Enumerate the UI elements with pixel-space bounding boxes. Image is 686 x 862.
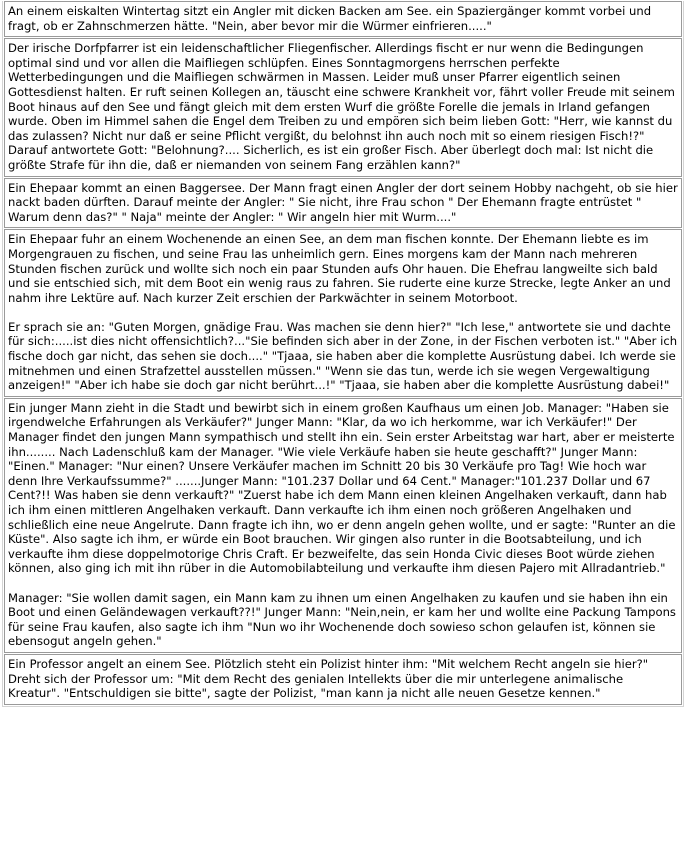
joke-text: Ein junger Mann zieht in die Stadt und bewirbt sich in einem großen Kaufhaus um einen Job. Manager: "Haben sie irgendwelche Erfahrungen als Verkäufer?" Junger Mann: "Klar, da wo ich herkomme, war ich Verkäufer!" Der Manager findet den jungen Mann sympathisch und stellt ihn ein. Sein erster Arbeitstag war hart, aber er meisterte ihn........ Nach Ladenschluß kam der Manager. "Wie viele Verkäufe haben sie heute geschafft?" Junger Mann: "Einen." Manager: "Nur einen? Unsere Verkäufer machen im Schnitt 20 bis 30 Verkäufe pro Tag! Wie hoch war denn Ihre Verkaufssumme?" .......Junger Mann: "101.237 Dollar und 64 Cent." Manager:"101.237 Dollar und 67 Cent?!! Was haben sie denn verkauft?" "Zuerst habe ich dem Mann einen kleinen Angelhaken verkauft, dann hab ich ihm einen mittleren Angelhaken verkauft. Dann verkaufte ich ihm einen noch größeren Angelhaken und schließlich eine neue Angelrute. Dann fragte ich ihn, wo er denn angeln gehen wollte, und er sagte: "Runter an die Küste". Also sagte ich ihm, er würde ein Boot brauchen. Wir gingen also runter in die Bootsabteilung, und ich verkaufte ihm diese doppelmotorige Chris Craft. Er bezweifelte, das sein Honda Civic dieses Boot würde ziehen können, also ging ich mit ihn rüber in die Automobilabteilung und verkaufte ihm diesen Pajero mit Allradantrieb." — [8, 400, 676, 576]
joke-cell-frozen-worms — [4, 1, 682, 37]
page — [0, 1, 686, 707]
joke-cell-professor — [4, 654, 682, 705]
joke-text: Er sprach sie an: "Guten Morgen, gnädige Frau. Was machen sie denn hier?" "Ich lese," antwortete sie und dachte für sich:.....ist dies nicht offensichtlich?..."Sie befinden sich aber in der Zone, in der Fischen verboten ist." "Aber ich fische doch gar nicht, das sehen sie doch...." "Tjaaa, sie haben aber die komplette Ausrüstung dabei. Ich werde sie mitnehmen und einen Strafzettel ausstellen müssen." "Wenn sie das tun, werde ich sie wegen Vergewaltigung anzeigen!" "Aber ich habe sie doch gar nicht berührt...!" "Tjaaa, sie haben aber die komplette Ausrüstung dabei!" — [8, 319, 678, 393]
joke-text: Ein Professor angelt an einem See. Plötzlich steht ein Polizist hinter ihm: "Mit welchem Recht angeln sie hier?" Dreht sich der Professor um: "Mit dem Recht des genialen Intellekts über die mir unterlegene animalische Kreatur". "Entschuldigen sie bitte", sagte der Polizist, "man kann ja nicht alle neuen Gesetze kennen." — [8, 656, 649, 701]
joke-cell-irish-priest — [4, 38, 682, 176]
joke-text: Der irische Dorfpfarrer ist ein leidenschaftlicher Fliegenfischer. Allerdings fischt er nur wenn die Bedingungen optimal sind und vor allen die Maifliegen schlüpfen. Eines Sonntagmorgens herrschen perfekte Wetterbedingungen und die Maifliegen schwärmen in Massen. Leider muß unser Pfarrer eigentlich seinen Gottesdienst halten. Er ruft seinen Kollegen an, täuscht eine schwere Krankheit vor, fährt voller Freude mit seinem Boot hinaus auf den See und fängt gleich mit dem ersten Wurf die größte Forelle die jemals in Irland gefangen wurde. Oben im Himmel sahen die Engel dem Treiben zu und empören sich beim lieben Gott: "Herr, wie kannst du das zulassen? Nicht nur daß er seine Pflicht vergißt, du belohnst ihn auch noch mit so einem riesigen Fisch!?" Darauf antwortete Gott: "Belohnung?.... Sicherlich, es ist ein großer Fisch. Aber überlegt doch mal: Ist nicht die größte Strafe für ihn die, daß er niemanden von seinem Fang erzählen kann?" — [8, 41, 675, 172]
joke-cell-salesman — [4, 398, 682, 653]
joke-text: Ein Ehepaar fuhr an einem Wochenende an einen See, an dem man fischen konnte. Der Ehemann liebte es im Morgengrauen zu fischen, und seine Frau las unheimlich gern. Eines morgens kam der Mann nach mehreren Stunden fischen zurück und wollte sich noch ein paar Stunden aufs Ohr hauen. Die Ehefrau langweilte sich bald und sie entschied sich, mit dem Boot ein wenig raus zu fahren. Sie ruderte eine kurze Strecke, legte Anker an und nahm ihre Lektüre auf. Nach kurzer Zeit erschien der Parkwächter in seinem Motorboot. — [8, 232, 671, 305]
joke-cell-park-ranger — [4, 229, 682, 397]
joke-text: Ein Ehepaar kommt an einen Baggersee. Der Mann fragt einen Angler der dort seinem Hobby nachgeht, ob sie hier nackt baden dürften. Darauf meinte der Angler: " Sie nicht, ihre Frau schon " Der Ehemann fragte entrüstet " Warum denn das?" " Naja" meinte der Angler: " Wir angeln hier mit Wurm...." — [8, 180, 678, 224]
joke-cell-baggersee — [4, 178, 682, 229]
joke-text: An einem eiskalten Wintertag sitzt ein Angler mit dicken Backen am See. ein Spaziergänger kommt vorbei und fragt, ob er Zahnschmerzen hätte. "Nein, aber bevor mir die Würmer einfrieren....." — [8, 4, 652, 33]
joke-list — [2, 1, 684, 707]
joke-text: Manager: "Sie wollen damit sagen, ein Mann kam zu ihnen um einen Angelhaken zu kaufen und sie haben ihn ein Boot und einen Geländewagen verkauft??!" Junger Mann: "Nein,nein, er kam her und wollte eine Packung Tampons für seine Frau kaufen, also sagte ich ihm "Nun wo ihr Wochenende doch sowieso schon gelaufen ist, können sie ebensogut angeln gehen." — [8, 590, 676, 649]
